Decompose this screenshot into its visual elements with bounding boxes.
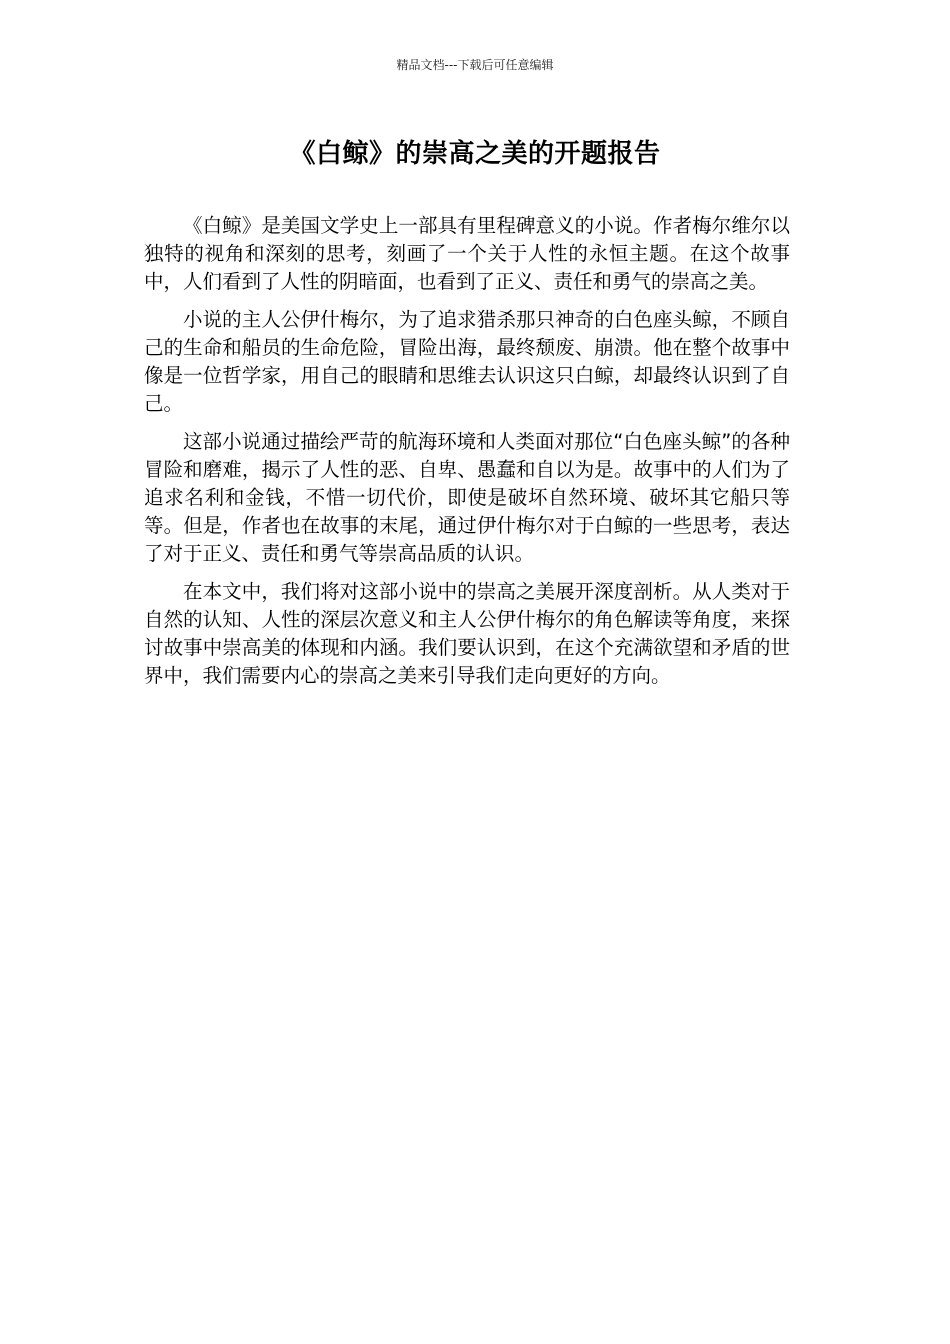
page-header: 精品文档---下载后可任意编辑 <box>396 58 554 72</box>
paragraph-1: 《白鲸》是美国文学史上一部具有里程碑意义的小说。作者梅尔维尔以独特的视角和深刻的思考，刻画了一个关于人性的永恒主题。在这个故事中，人们看到了人性的阴暗面，也看到了正义、责任和勇气的崇高之美。 <box>144 214 790 293</box>
paragraph-2: 小说的主人公伊什梅尔，为了追求猎杀那只神奇的白色座头鲸，不顾自己的生命和船员的生命危险，冒险出海，最终颓废、崩溃。他在整个故事中像是一位哲学家，用自己的眼睛和思维去认识这只白鲸，却最终认识到了自己。 <box>144 308 790 415</box>
document-body <box>144 212 790 700</box>
paragraph-3: 这部小说通过描绘严苛的航海环境和人类面对那位“白色座头鲸”的各种冒险和磨难，揭示了人性的恶、自卑、愚蠢和自以为是。故事中的人们为了追求名利和金钱，不惜一切代价，即使是破坏自然环境、破坏其它船只等等。但是，作者也在故事的末尾，通过伊什梅尔对于白鲸的一些思考，表达了对于正义、责任和勇气等崇高品质的认识。 <box>144 430 790 565</box>
paragraph-4: 在本文中，我们将对这部小说中的崇高之美展开深度剖析。从人类对于自然的认知、人性的深层次意义和主人公伊什梅尔的角色解读等角度，来探讨故事中崇高美的体现和内涵。我们要认识到，在这个充满欲望和矛盾的世界中，我们需要内心的崇高之美来引导我们走向更好的方向。 <box>144 580 790 687</box>
document-title: 《白鲸》的崇高之美的开题报告 <box>289 139 661 169</box>
